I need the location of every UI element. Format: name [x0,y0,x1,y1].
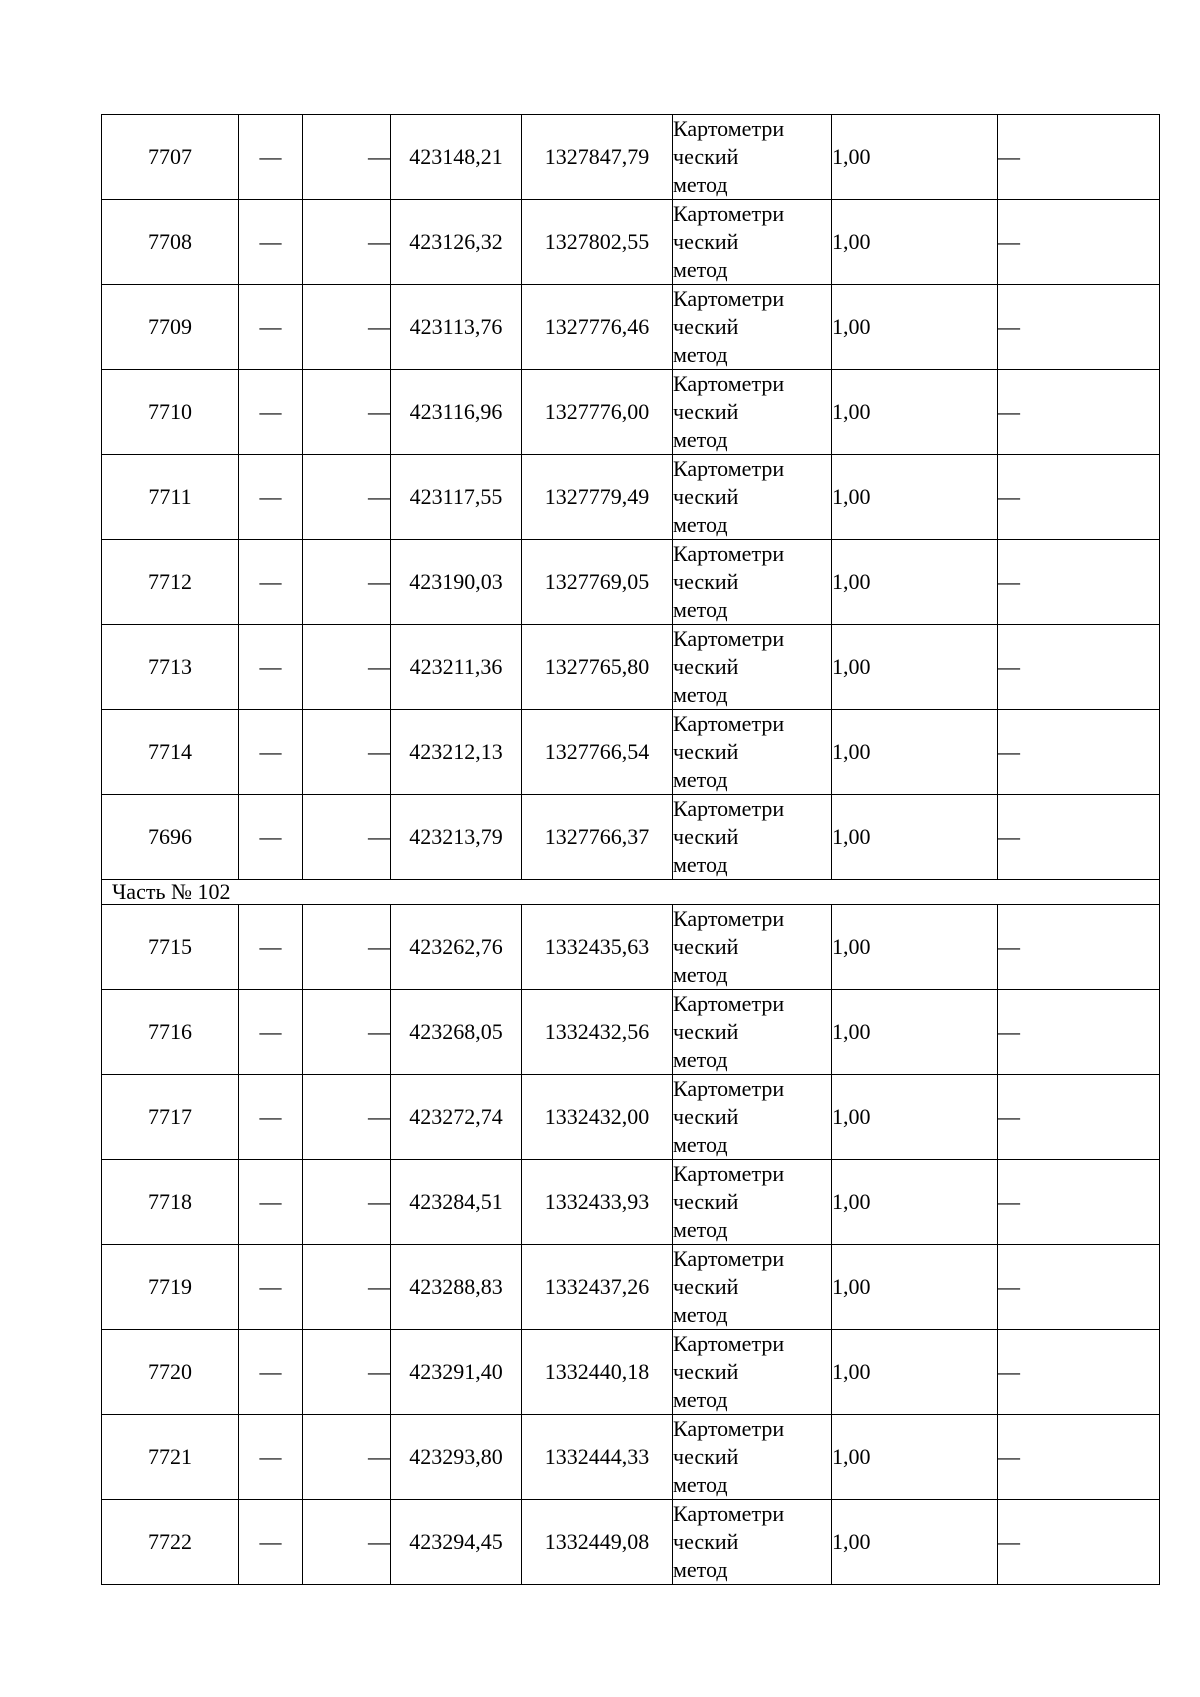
x-coordinate-cell: 423272,74 [391,1075,522,1160]
accuracy-cell: 1,00 [832,1500,998,1585]
method-cell [673,115,832,200]
dash-cell: — [303,710,391,795]
y-coordinate-cell: 1327776,46 [522,285,673,370]
dash-cell: — [998,455,1160,540]
method-cell [673,285,832,370]
method-line: Картометри [673,201,785,226]
method-line: ческий [673,654,739,679]
x-coordinate-cell: 423293,80 [391,1415,522,1500]
method-cell [673,370,832,455]
method-line: метод [673,1302,728,1327]
point-number-cell: 7707 [102,115,239,200]
method-cell [673,905,832,990]
accuracy-cell: 1,00 [832,285,998,370]
method-line: Картометри [673,1416,785,1441]
method-line: Картометри [673,456,785,481]
dash-cell: — [239,990,303,1075]
x-coordinate-cell: 423268,05 [391,990,522,1075]
dash-cell: — [998,1075,1160,1160]
method-line: ческий [673,569,739,594]
dash-cell: — [239,200,303,285]
dash-cell: — [239,1160,303,1245]
method-line: ческий [673,484,739,509]
table-row [102,1160,1160,1245]
y-coordinate-cell: 1327765,80 [522,625,673,710]
x-coordinate-cell: 423213,79 [391,795,522,880]
y-coordinate-cell: 1332437,26 [522,1245,673,1330]
dash-cell: — [303,795,391,880]
dash-cell: — [303,115,391,200]
method-line: метод [673,1047,728,1072]
dash-cell: — [998,115,1160,200]
method-line: метод [673,1217,728,1242]
dash-cell: — [239,285,303,370]
method-cell [673,455,832,540]
method-line: ческий [673,1019,739,1044]
method-line: Картометри [673,991,785,1016]
dash-cell: — [303,1415,391,1500]
dash-cell: — [303,285,391,370]
dash-cell: — [998,1160,1160,1245]
y-coordinate-cell: 1332432,00 [522,1075,673,1160]
method-line: Картометри [673,116,785,141]
dash-cell: — [303,905,391,990]
method-line: Картометри [673,796,785,821]
point-number-cell: 7716 [102,990,239,1075]
dash-cell: — [239,1415,303,1500]
y-coordinate-cell: 1332432,56 [522,990,673,1075]
method-line: метод [673,1472,728,1497]
y-coordinate-cell: 1327847,79 [522,115,673,200]
point-number-cell: 7722 [102,1500,239,1585]
accuracy-cell: 1,00 [832,370,998,455]
dash-cell: — [998,1500,1160,1585]
point-number-cell: 7708 [102,200,239,285]
accuracy-cell: 1,00 [832,1330,998,1415]
dash-cell: — [239,1500,303,1585]
point-number-cell: 7713 [102,625,239,710]
method-line: метод [673,767,728,792]
point-number-cell: 7712 [102,540,239,625]
y-coordinate-cell: 1327769,05 [522,540,673,625]
x-coordinate-cell: 423212,13 [391,710,522,795]
table-row [102,540,1160,625]
y-coordinate-cell: 1327802,55 [522,200,673,285]
x-coordinate-cell: 423190,03 [391,540,522,625]
method-line: ческий [673,1189,739,1214]
section-heading: Часть № 102 [102,880,1160,905]
dash-cell: — [239,905,303,990]
method-line: Картометри [673,1246,785,1271]
x-coordinate-cell: 423211,36 [391,625,522,710]
dash-cell: — [239,455,303,540]
method-line: ческий [673,314,739,339]
dash-cell: — [998,795,1160,880]
table-row [102,200,1160,285]
table-row [102,285,1160,370]
table-row [102,1500,1160,1585]
method-cell [673,710,832,795]
dash-cell: — [239,1075,303,1160]
dash-cell: — [239,1245,303,1330]
method-cell [673,625,832,710]
accuracy-cell: 1,00 [832,1075,998,1160]
table-row [102,625,1160,710]
dash-cell: — [998,625,1160,710]
method-line: ческий [673,739,739,764]
method-line: Картометри [673,626,785,651]
x-coordinate-cell: 423284,51 [391,1160,522,1245]
method-line: метод [673,962,728,987]
accuracy-cell: 1,00 [832,710,998,795]
accuracy-cell: 1,00 [832,795,998,880]
accuracy-cell: 1,00 [832,1245,998,1330]
dash-cell: — [998,990,1160,1075]
method-line: метод [673,342,728,367]
method-line: Картометри [673,1331,785,1356]
method-line: ческий [673,399,739,424]
method-line: ческий [673,934,739,959]
point-number-cell: 7717 [102,1075,239,1160]
dash-cell: — [239,795,303,880]
dash-cell: — [303,1245,391,1330]
method-line: ческий [673,1359,739,1384]
dash-cell: — [239,370,303,455]
accuracy-cell: 1,00 [832,200,998,285]
method-line: метод [673,682,728,707]
method-line: метод [673,257,728,282]
method-line: ческий [673,1529,739,1554]
method-line: ческий [673,1444,739,1469]
method-cell [673,1415,832,1500]
table-row [102,1245,1160,1330]
method-cell [673,1245,832,1330]
accuracy-cell: 1,00 [832,905,998,990]
x-coordinate-cell: 423113,76 [391,285,522,370]
dash-cell: — [998,1245,1160,1330]
table-row [102,1075,1160,1160]
table-row [102,710,1160,795]
dash-cell: — [303,540,391,625]
table-row [102,1330,1160,1415]
y-coordinate-cell: 1332440,18 [522,1330,673,1415]
table-row [102,905,1160,990]
method-line: ческий [673,144,739,169]
table-body [102,115,1160,1585]
point-number-cell: 7719 [102,1245,239,1330]
method-cell [673,1160,832,1245]
dash-cell: — [998,540,1160,625]
dash-cell: — [303,370,391,455]
point-number-cell: 7710 [102,370,239,455]
method-cell [673,1330,832,1415]
method-cell [673,1500,832,1585]
point-number-cell: 7714 [102,710,239,795]
x-coordinate-cell: 423262,76 [391,905,522,990]
accuracy-cell: 1,00 [832,990,998,1075]
dash-cell: — [303,1075,391,1160]
method-line: метод [673,1387,728,1412]
dash-cell: — [303,990,391,1075]
method-line: Картометри [673,1076,785,1101]
method-line: метод [673,427,728,452]
y-coordinate-cell: 1332433,93 [522,1160,673,1245]
dash-cell: — [998,905,1160,990]
y-coordinate-cell: 1327766,37 [522,795,673,880]
method-cell [673,200,832,285]
x-coordinate-cell: 423116,96 [391,370,522,455]
method-line: метод [673,597,728,622]
y-coordinate-cell: 1332444,33 [522,1415,673,1500]
table-row [102,115,1160,200]
x-coordinate-cell: 423294,45 [391,1500,522,1585]
coordinates-table [101,114,1160,1585]
accuracy-cell: 1,00 [832,625,998,710]
method-line: метод [673,172,728,197]
y-coordinate-cell: 1327776,00 [522,370,673,455]
x-coordinate-cell: 423117,55 [391,455,522,540]
method-line: метод [673,512,728,537]
dash-cell: — [239,710,303,795]
method-line: ческий [673,824,739,849]
method-line: Картометри [673,286,785,311]
point-number-cell: 7718 [102,1160,239,1245]
point-number-cell: 7715 [102,905,239,990]
method-line: ческий [673,229,739,254]
accuracy-cell: 1,00 [832,115,998,200]
method-line: ческий [673,1104,739,1129]
dash-cell: — [239,540,303,625]
dash-cell: — [303,1160,391,1245]
method-cell [673,990,832,1075]
point-number-cell: 7720 [102,1330,239,1415]
x-coordinate-cell: 423291,40 [391,1330,522,1415]
dash-cell: — [303,455,391,540]
y-coordinate-cell: 1327779,49 [522,455,673,540]
dash-cell: — [303,625,391,710]
y-coordinate-cell: 1332449,08 [522,1500,673,1585]
accuracy-cell: 1,00 [832,540,998,625]
dash-cell: — [998,1415,1160,1500]
method-line: Картометри [673,1161,785,1186]
accuracy-cell: 1,00 [832,1160,998,1245]
x-coordinate-cell: 423288,83 [391,1245,522,1330]
table-row [102,795,1160,880]
point-number-cell: 7721 [102,1415,239,1500]
method-line: метод [673,1557,728,1582]
method-line: метод [673,852,728,877]
dash-cell: — [998,200,1160,285]
x-coordinate-cell: 423148,21 [391,115,522,200]
table-row [102,990,1160,1075]
method-cell [673,1075,832,1160]
dash-cell: — [303,1500,391,1585]
method-line: Картометри [673,1501,785,1526]
method-line: Картометри [673,906,785,931]
point-number-cell: 7696 [102,795,239,880]
table-row [102,370,1160,455]
table-row [102,455,1160,540]
method-cell [673,540,832,625]
accuracy-cell: 1,00 [832,455,998,540]
x-coordinate-cell: 423126,32 [391,200,522,285]
y-coordinate-cell: 1327766,54 [522,710,673,795]
point-number-cell: 7711 [102,455,239,540]
method-cell [673,795,832,880]
section-heading-row [102,880,1160,905]
dash-cell: — [998,370,1160,455]
dash-cell: — [239,625,303,710]
method-line: метод [673,1132,728,1157]
y-coordinate-cell: 1332435,63 [522,905,673,990]
dash-cell: — [998,1330,1160,1415]
method-line: Картометри [673,711,785,736]
dash-cell: — [239,115,303,200]
accuracy-cell: 1,00 [832,1415,998,1500]
dash-cell: — [998,285,1160,370]
dash-cell: — [303,200,391,285]
table-row [102,1415,1160,1500]
dash-cell: — [303,1330,391,1415]
dash-cell: — [239,1330,303,1415]
method-line: ческий [673,1274,739,1299]
point-number-cell: 7709 [102,285,239,370]
method-line: Картометри [673,541,785,566]
method-line: Картометри [673,371,785,396]
dash-cell: — [998,710,1160,795]
